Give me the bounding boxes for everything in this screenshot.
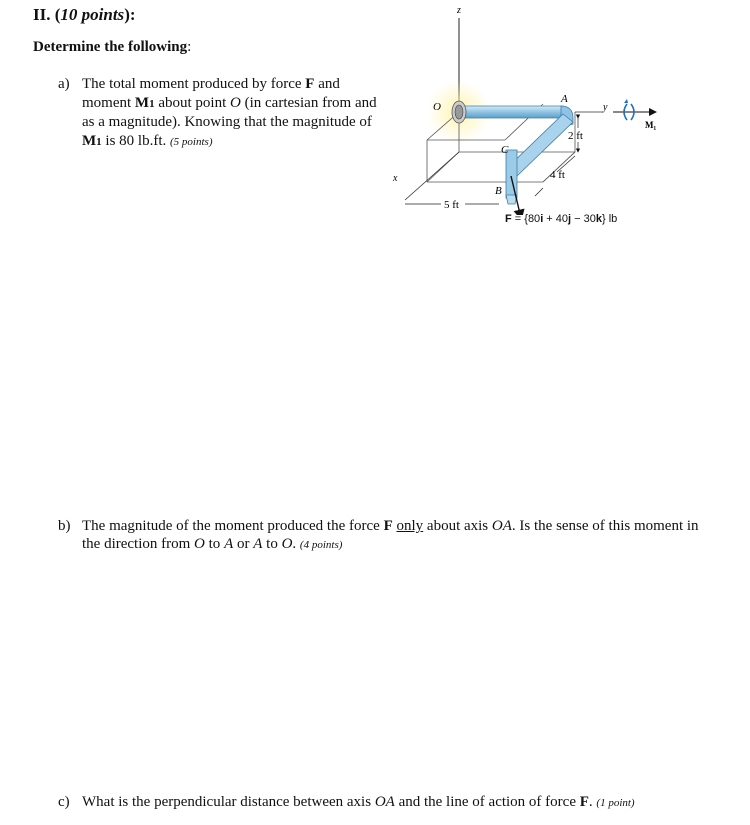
- point-B-label: B: [495, 185, 502, 197]
- x-axis-line: [405, 152, 459, 200]
- question-c-label: c): [58, 794, 70, 810]
- question-c-text: What is the perpendicular distance between axis OA and the line of action of force F. (1 point): [82, 794, 635, 810]
- x-axis-label: x: [393, 173, 398, 184]
- force-equation: F = {80i + 40j − 30k} lb: [505, 213, 618, 225]
- question-a-points: (5 points): [170, 135, 213, 148]
- question-b-points: (4 points): [299, 539, 343, 551]
- question-a-text: The total moment produced by force F and moment M1 about point O (in cartesian from and as a magnitude). Knowing that the magnitude of M1 is 80 lb.ft. (5 points): [82, 76, 377, 149]
- dim-4ft: 4 ft: [550, 169, 565, 181]
- question-c-points: (1 point): [596, 797, 635, 809]
- question-a-label: a): [58, 76, 70, 92]
- z-axis-label: z: [457, 5, 461, 16]
- point-C-label: C: [501, 144, 509, 156]
- section-points: (10 points):: [54, 5, 136, 24]
- pipe-segment-CB: [506, 150, 517, 198]
- dim-5ft: 5 ft: [444, 199, 459, 211]
- point-O-label: O: [433, 101, 441, 113]
- dim-2ft: 2 ft: [568, 130, 583, 142]
- section-subtitle: [33, 39, 191, 56]
- section-title: [33, 5, 136, 25]
- question-b-label: b): [58, 518, 71, 534]
- pipe-segment-OA: [459, 106, 567, 118]
- point-A-label: A: [561, 93, 568, 105]
- moment-M1-symbol: [613, 99, 655, 120]
- subtitle-colon: :: [187, 39, 192, 55]
- section-number: II.: [33, 5, 51, 24]
- moment-M1-label: M₁: [645, 120, 657, 130]
- y-axis-label: y: [603, 102, 608, 113]
- question-b-text: The magnitude of the moment produced the force F only about axis OA. Is the sense of this moment in the direction from O to A or A to O. (4 points): [82, 518, 699, 552]
- pipe-diagram: [385, 0, 685, 215]
- subtitle-text: Determine the following: [33, 39, 188, 55]
